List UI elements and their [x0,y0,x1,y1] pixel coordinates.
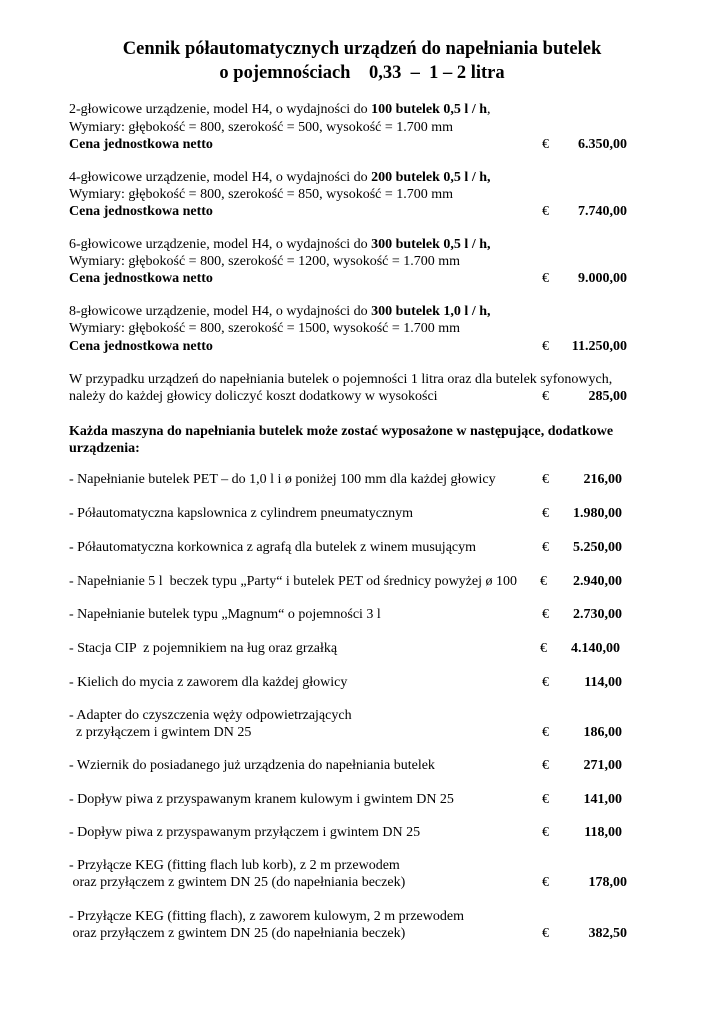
model-4-price-label: Cena jednostkowa netto [69,339,213,354]
option-12-label-continued: oraz przyłączem z gwintem DN 25 (do napełniania beczek) [69,875,406,890]
model-3-price: 9.000,00 [578,271,627,286]
model-2-currency: € [542,204,549,219]
options-heading-line-2: urządzenia: [69,441,140,456]
model-3-capacity: 300 butelek 0,5 l / h, [371,237,491,252]
option-6-currency: € [540,641,547,656]
model-1-desc-text: 2-głowicowe urządzenie, model H4, o wydajności do [69,102,372,117]
model-2-capacity: 200 butelek 0,5 l / h, [371,170,491,185]
extra-cost-price: 285,00 [588,389,627,404]
option-7-label: - Kielich do mycia z zaworem dla każdej głowicy [69,675,348,690]
option-13-label-continued: oraz przyłączem z gwintem DN 25 (do napełniania beczek) [69,926,406,941]
option-8-label: - Adapter do czyszczenia węży odpowietrzających [69,708,352,723]
model-3-description [69,237,491,253]
option-10-currency: € [542,792,549,807]
option-4-label: - Napełnianie 5 l beczek typu „Party“ i butelek PET od średnicy powyżej ø 100 [69,574,517,589]
option-13-currency: € [542,926,549,941]
model-1-price: 6.350,00 [578,137,627,152]
option-7-price: 114,00 [584,675,622,690]
option-2-label: - Półautomatyczna kapslownica z cylindrem pneumatycznym [69,506,414,521]
option-9-price: 271,00 [583,758,622,773]
model-4-currency: € [542,339,549,354]
page-subtitle: o pojemnościach 0,33 – 1 – 2 litra [219,63,505,83]
model-3-price-label: Cena jednostkowa netto [69,271,213,286]
model-3-desc-text: 6-głowicowe urządzenie, model H4, o wydajności do [69,237,372,252]
option-11-currency: € [542,825,549,840]
option-2-currency: € [542,506,549,521]
option-4-currency: € [540,574,547,589]
model-2-description [69,170,491,186]
options-heading-line-1: Każda maszyna do napełniania butelek może zostać wyposażone w następujące, dodatkowe [69,424,614,439]
extra-cost-line-2: należy do każdej głowicy doliczyć koszt dodatkowy w wysokości [69,389,438,404]
option-13-price: 382,50 [588,926,627,941]
model-1-desc-suffix: , [487,102,491,117]
model-4-description [69,304,491,320]
options-heading [69,423,669,457]
option-3-currency: € [542,540,549,555]
model-2-price-label: Cena jednostkowa netto [69,204,213,219]
option-8-price: 186,00 [583,725,622,740]
option-3-price: 5.250,00 [573,540,622,555]
option-5-price: 2.730,00 [573,607,622,622]
model-2-dimensions: Wymiary: głębokość = 800, szerokość = 850, wysokość = 1.700 mm [69,187,454,202]
option-9-currency: € [542,758,549,773]
model-4-price: 11.250,00 [571,339,627,354]
model-3-currency: € [542,271,549,286]
option-11-label: - Dopływ piwa z przyspawanym przyłączem i gwintem DN 25 [69,825,421,840]
option-6-label: - Stacja CIP z pojemnikiem na ług oraz grzałką [69,641,338,656]
option-9-label: - Wziernik do posiadanego już urządzenia do napełniania butelek [69,758,435,773]
option-6-price: 4.140,00 [571,641,620,656]
extra-cost-line-1: W przypadku urządzeń do napełniania butelek o pojemności 1 litra oraz dla butelek syfonowych, [69,372,613,387]
option-10-price: 141,00 [583,792,622,807]
option-4-price: 2.940,00 [573,574,622,589]
model-1-description [69,102,491,118]
model-3-dimensions: Wymiary: głębokość = 800, szerokość = 1200, wysokość = 1.700 mm [69,254,461,269]
option-1-price: 216,00 [583,472,622,487]
model-1-dimensions: Wymiary: głębokość = 800, szerokość = 500, wysokość = 1.700 mm [69,120,454,135]
option-8-currency: € [542,725,549,740]
option-11-price: 118,00 [584,825,622,840]
option-1-currency: € [542,472,549,487]
option-5-label: - Napełnianie butelek typu „Magnum“ o pojemności 3 l [69,607,381,622]
option-10-label: - Dopływ piwa z przyspawanym kranem kulowym i gwintem DN 25 [69,792,454,807]
model-4-dimensions: Wymiary: głębokość = 800, szerokość = 1500, wysokość = 1.700 mm [69,321,461,336]
option-8-label-continued: z przyłączem i gwintem DN 25 [69,725,252,740]
model-2-price: 7.740,00 [578,204,627,219]
option-13-label: - Przyłącze KEG (fitting flach), z zaworem kulowym, 2 m przewodem [69,909,464,924]
page-title: Cennik półautomatycznych urządzeń do napełniania butelek [122,39,602,59]
model-1-capacity: 100 butelek 0,5 l / h [371,102,487,117]
model-1-price-label: Cena jednostkowa netto [69,137,213,152]
model-1-currency: € [542,137,549,152]
option-2-price: 1.980,00 [573,506,622,521]
option-1-label: - Napełnianie butelek PET – do 1,0 l i ø poniżej 100 mm dla każdej głowicy [69,472,496,487]
model-2-desc-text: 4-głowicowe urządzenie, model H4, o wydajności do [69,170,372,185]
option-5-currency: € [542,607,549,622]
option-12-currency: € [542,875,549,890]
extra-cost-currency: € [542,389,549,404]
option-12-label: - Przyłącze KEG (fitting flach lub korb), z 2 m przewodem [69,858,400,873]
option-7-currency: € [542,675,549,690]
model-4-capacity: 300 butelek 1,0 l / h, [371,304,491,319]
option-12-price: 178,00 [588,875,627,890]
option-3-label: - Półautomatyczna korkownica z agrafą dla butelek z winem musującym [69,540,477,555]
model-4-desc-text: 8-głowicowe urządzenie, model H4, o wydajności do [69,304,372,319]
